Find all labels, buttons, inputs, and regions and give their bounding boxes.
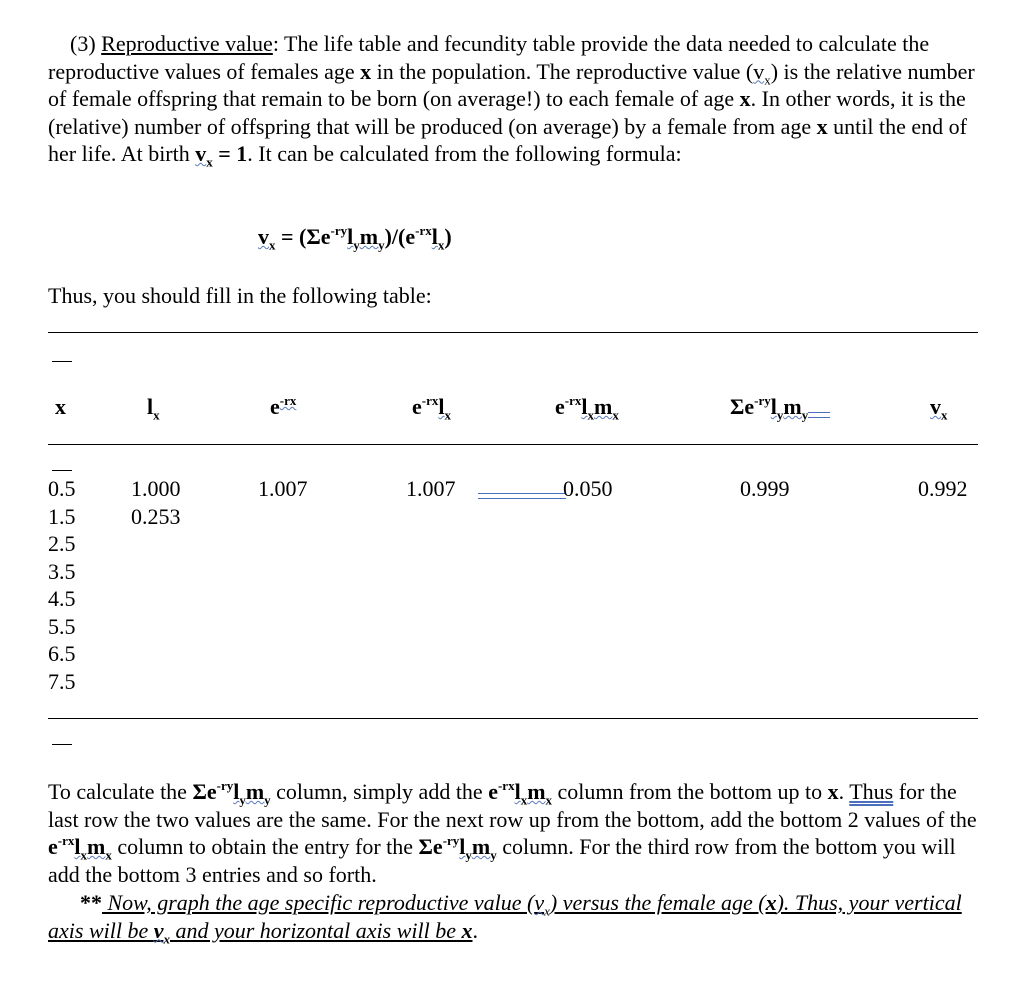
calculation-paragraph: To calculate the $\Sigma e^{-ry}l_ym_y$ column, simply add the $e^{-rx}l_xm_x$ column from the bottom up to x. Thus for the last row the two values are the same. For the next row up from the bottom, add the bottom 2 values of the $e^{-rx}l_xm_x$ column to obtain the entry for the $\Sigma e^{-ry}l_ym_y$ column. For the third row from the bottom you will add the bottom 3 entries and so forth. [48,778,977,887]
intro-text: until the end of her life. At birth [48,113,967,166]
table-bottom-rule [48,718,978,719]
header-lx: $l_x$ [147,394,160,423]
table-dash [52,470,72,471]
x-value: 0.5 [48,476,76,501]
header-x: x [55,394,66,419]
erx-lx-mx-term: $e^{-rx}l_xm_x$ [48,833,112,863]
x-value: 4.5 [48,586,76,611]
header-erx-lx-mx: $e^{-rx}l_xm_x$ [555,393,619,423]
x-value: 2.5 [48,531,76,556]
graph-instruction: ** Now, graph the age specific reproductive value $(v_x)$ versus the female age (x). Thus, your vertical axis will be $v_x$ and your horizontal axis will be x. [48,890,962,946]
vx-equals-one: $v_x = 1$ [195,141,248,170]
intro-text: : The life table and fecundity table provide the data needed to calculate the reproductive values of females age [48,31,930,84]
stars: ** [80,890,102,915]
sum-value: 0.999 [740,476,790,501]
table-dash [52,361,72,362]
x-column [48,475,76,695]
header-sum-ery-ly-my: $\Sigma e^{-ry}l_ym_y$ [730,394,830,420]
header-erx: $e^{-rx}$ [270,393,297,419]
intro-text: . In other words, it is the (relative) number of offspring that will be produced (on average) by a female from age [48,86,966,139]
table-header-rule [48,444,978,445]
section-heading: Reproductive value [101,31,273,56]
lx-value: 0.253 [131,503,181,529]
lx-value: 1.000 [131,476,181,501]
x-symbol: x [816,113,828,139]
erx-value: 1.007 [258,476,308,501]
table-dash [52,744,72,745]
intro-text: ) is the relative number of female offspring that remain to be born (on average!) to each female of age [48,58,975,111]
intro-text: . It can be calculated from the following formula: [247,141,682,166]
reproductive-value-formula: $v_x = (\Sigma e^{-ry}l_ym_y)/(e^{-rx}l_x)$ [258,223,452,253]
vx-value: 0.992 [918,476,968,501]
double-underline-mark [478,493,566,499]
erx-lx-mx-value: 0.050 [563,476,613,501]
x-value: 7.5 [48,668,76,694]
section-number: (3) [70,31,96,56]
x-value: 5.5 [48,613,76,639]
header-erx-lx: $e^{-rx}l_x$ [412,393,451,423]
table-top-rule [48,332,978,333]
intro-text: in the population. The reproductive value ( [371,58,754,84]
x-symbol: x [360,58,372,84]
sum-term: $\Sigma e^{-ry}l_ym_y$ [192,778,271,808]
intro-paragraph [48,30,988,168]
x-value: 1.5 [48,503,76,529]
x-value: 3.5 [48,558,76,584]
erx-lx-value: 1.007 [406,476,456,501]
thus-word: Thus [849,779,894,804]
sum-term: $\Sigma e^{-ry}l_ym_y$ [418,833,497,863]
x-symbol: x [739,86,751,111]
lx-column [131,475,181,530]
header-vx: $v_x$ [930,394,948,423]
x-value: 6.5 [48,641,76,666]
vx-symbol: $v_x$ [753,58,771,87]
erx-lx-mx-term: $e^{-rx}l_xm_x$ [488,778,553,808]
table-intro-text: Thus, you should fill in the following table: [48,283,432,308]
